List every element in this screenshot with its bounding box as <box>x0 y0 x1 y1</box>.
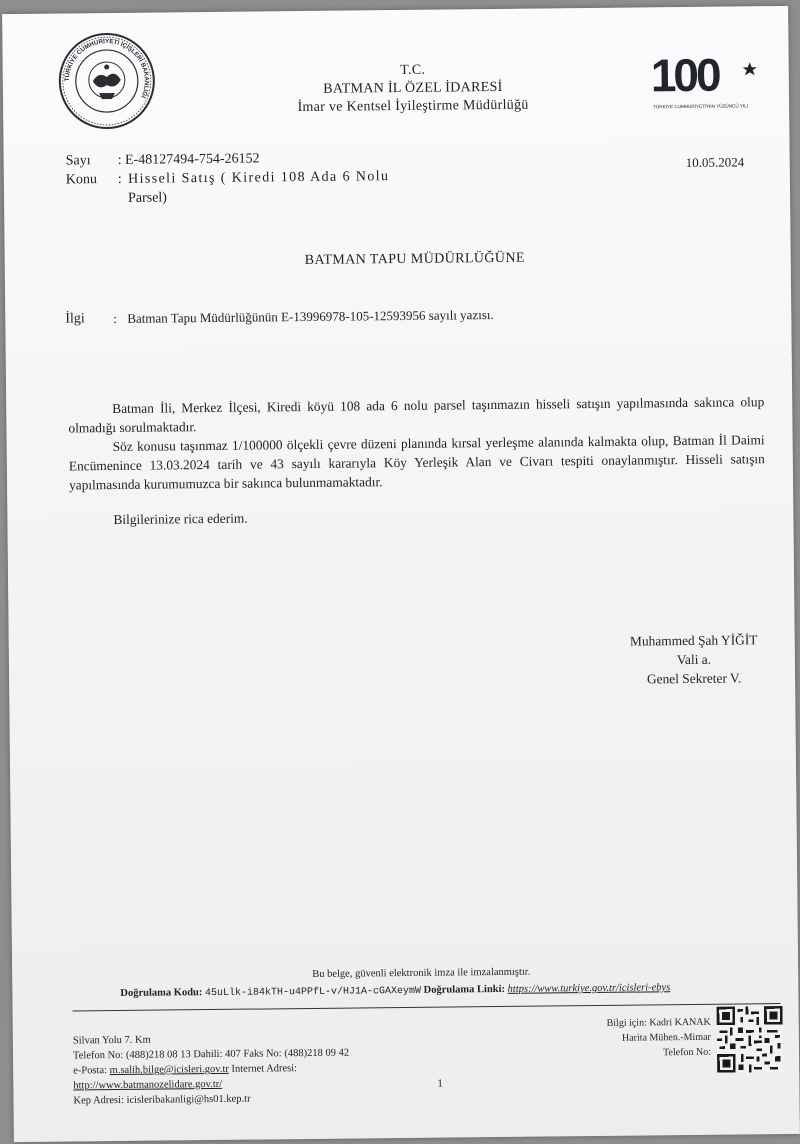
konu-value: : Hisseli Satış ( Kiredi 108 Ada 6 Nolu <box>117 169 390 187</box>
ilgi-colon: : <box>113 310 118 326</box>
signatory-name: Muhammed Şah YİĞİT <box>629 632 758 649</box>
header-institution: BATMAN İL ÖZEL İDARESİ <box>323 79 503 97</box>
verification-code-label: Doğrulama Kodu: <box>120 987 203 999</box>
footer-contact <box>73 1031 350 1109</box>
closing-line: Bilgilerinize rica ederim. <box>113 510 248 528</box>
footer-web-link[interactable]: http://www.batmanozelidare.gov.tr/ <box>73 1078 223 1092</box>
seal-text: TÜRKİYE CUMHURİYETİ İÇİŞLERİ BAKANLIĞI <box>63 38 150 100</box>
verification-line <box>120 982 670 1000</box>
ministry-seal-icon <box>56 31 157 132</box>
footer-kep: Kep Adresi: icisleribakanligi@hs01.kep.tr <box>73 1093 251 1107</box>
info-phone-label: Telefon No: <box>663 1046 712 1059</box>
footer-email-label: e-Posta: <box>73 1065 108 1077</box>
info-role: Harita Mühen.-Mimar <box>621 1031 711 1044</box>
page-number: 1 <box>437 1077 443 1090</box>
konu-label: Konu <box>65 172 98 188</box>
centenary-number: 100 <box>650 48 719 102</box>
verification-code: 45uLlk-i84kTH-u4PPfL-v/HJ1A-cGAXeymW <box>204 985 422 1000</box>
ilgi-text: Batman Tapu Müdürlüğünün E-13996978-105-12593956 sayılı yazısı. <box>127 307 494 326</box>
letter-body <box>68 392 765 494</box>
letterhead <box>253 60 574 117</box>
header-department: İmar ve Kentsel İyileştirme Müdürlüğü <box>297 97 529 116</box>
verification-link[interactable]: https://www.turkiye.gov.tr/icisleri-ebys <box>507 982 671 995</box>
sayi-value: : E-48127494-754-26152 <box>117 151 260 168</box>
recipient: BATMAN TAPU MÜDÜRLÜĞÜNE <box>304 250 525 268</box>
body-paragraph-1: Batman İli, Merkez İlçesi, Kiredi köyü 108 ada 6 nolu parsel taşınmazın hisseli satışın yapılmasında sakınca olup olmadığı sorulmaktadır. <box>68 394 765 436</box>
footer-address: Silvan Yolu 7. Km <box>72 1034 151 1047</box>
konu-continuation: Parsel) <box>127 190 168 206</box>
footer-divider <box>73 1003 781 1011</box>
header-tc: T.C. <box>400 62 426 78</box>
footer-phone: Telefon No: (488)218 08 13 Dahili: 407 Faks No: (488)218 09 42 <box>72 1047 350 1062</box>
esignature-note: Bu belge, güvenli elektronik imza ile imzalanmıştır. <box>312 966 531 980</box>
centenary-caption: TÜRKİYE CUMHURİYETİ'NİN YÜZÜNCÜ YILI <box>653 103 749 110</box>
document-page <box>2 6 800 1142</box>
info-contact-person: Bilgi için: Kadri KANAK <box>606 1016 711 1029</box>
signatory-title-2: Genel Sekreter V. <box>646 670 742 687</box>
signature-block <box>609 630 780 689</box>
document-date: 10.05.2024 <box>685 154 745 170</box>
contact-info <box>573 1015 711 1061</box>
ilgi-label: İlgi <box>65 311 85 327</box>
body-paragraph-2: Söz konusu taşınmaz 1/100000 ölçekli çevre düzeni planında kırsal yerleşme alanında kalmakta olup, Batman İl Daimi Encümenince 13.03.2024 tarih ve 43 sayılı kararıyla Köy Yerleşik Alan ve Civarı tespiti onaylanmıştır. Hisseli satışın yapılmasında kurumumuzca bir sakınca bulunmamaktadır. <box>68 432 765 493</box>
document-meta <box>66 148 390 208</box>
qr-code-icon <box>717 1006 784 1073</box>
footer-email[interactable]: m.salih.bilge@icisleri.gov.tr <box>109 1063 229 1077</box>
signatory-title-1: Vali a. <box>676 651 712 668</box>
footer-web-label: Internet Adresi: <box>231 1063 298 1075</box>
centenary-logo-icon <box>650 46 763 113</box>
verification-link-label: Doğrulama Linki: <box>423 983 506 996</box>
reference <box>65 307 494 327</box>
sayi-label: Sayı <box>65 153 91 169</box>
